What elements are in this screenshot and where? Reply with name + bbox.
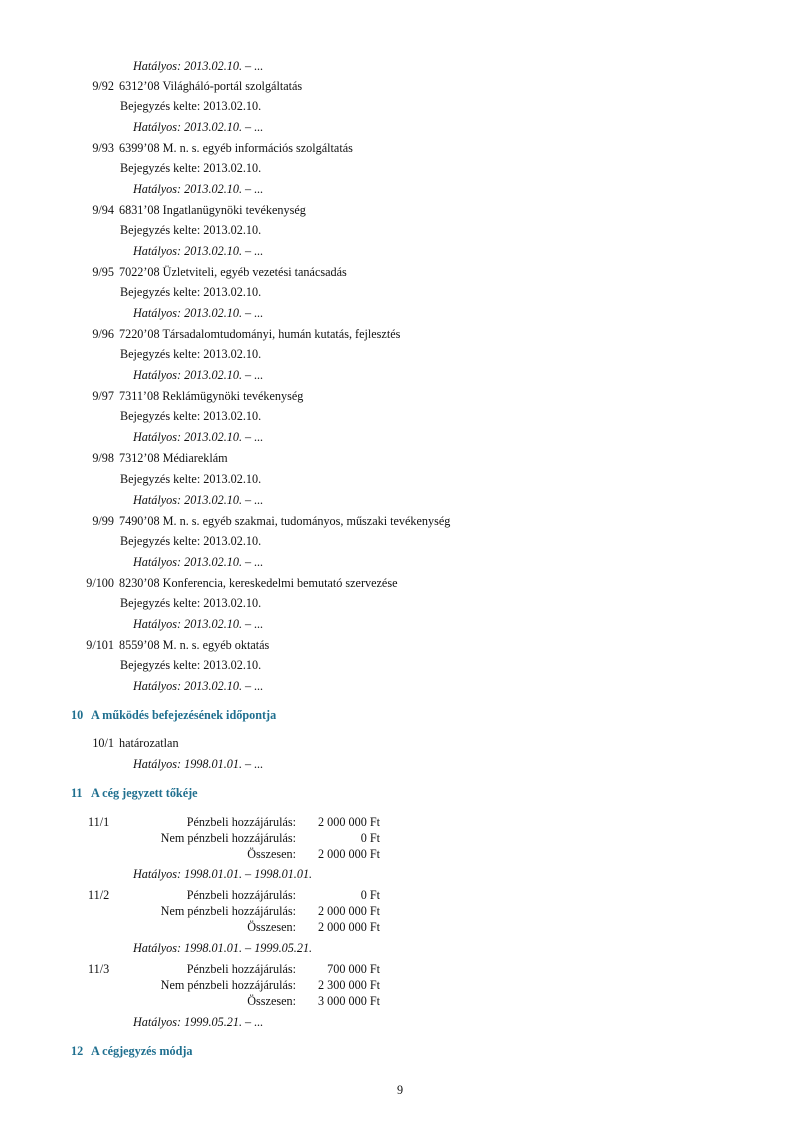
entry-text: 6831’08 Ingatlanügynöki tevékenység (119, 203, 306, 217)
entry-number: 11/2 (88, 888, 110, 902)
section-number: 12 (71, 1044, 84, 1058)
section-number: 11 (71, 786, 83, 800)
bejegyzes-kelte: Bejegyzés kelte: 2013.02.10. (120, 596, 262, 610)
entry-text: 7490’08 M. n. s. egyéb szakmai, tudományos, műszaki tevékenység (119, 514, 451, 528)
capital-value: 0 Ft (360, 888, 380, 902)
hatalyos-line: Hatályos: 1999.05.21. – ... (133, 1015, 264, 1029)
hatalyos-line: Hatályos: 2013.02.10. – ... (133, 679, 264, 693)
hatalyos-line: Hatályos: 2013.02.10. – ... (133, 430, 264, 444)
entry-text: 7312’08 Médiareklám (119, 451, 228, 465)
capital-value: 2 000 000 Ft (318, 815, 380, 829)
entry-number: 9/94 (92, 203, 114, 217)
capital-label: Nem pénzbeli hozzájárulás: (160, 904, 296, 918)
hatalyos-line: Hatályos: 2013.02.10. – ... (133, 555, 264, 569)
entry-number: 9/101 (86, 638, 114, 652)
hatalyos-line: Hatályos: 1998.01.01. – ... (133, 757, 264, 771)
hatalyos-line: Hatályos: 1998.01.01. – 1998.01.01. (133, 867, 313, 881)
hatalyos-line: Hatályos: 2013.02.10. – ... (133, 617, 264, 631)
bejegyzes-kelte: Bejegyzés kelte: 2013.02.10. (120, 223, 262, 237)
entry-text: 7311’08 Reklámügynöki tevékenység (119, 389, 304, 403)
bejegyzes-kelte: Bejegyzés kelte: 2013.02.10. (120, 534, 262, 548)
entry-number: 9/100 (86, 576, 114, 590)
bejegyzes-kelte: Bejegyzés kelte: 2013.02.10. (120, 99, 262, 113)
capital-label: Pénzbeli hozzájárulás: (186, 815, 296, 829)
capital-label: Összesen: (247, 847, 296, 861)
capital-value: 0 Ft (360, 831, 380, 845)
capital-label: Nem pénzbeli hozzájárulás: (160, 978, 296, 992)
capital-label: Pénzbeli hozzájárulás: (186, 888, 296, 902)
entry-number: 9/97 (92, 389, 114, 403)
capital-value: 2 000 000 Ft (318, 847, 380, 861)
section-heading-12 (71, 1043, 471, 1059)
hatalyos-line: Hatályos: 2013.02.10. – ... (133, 368, 264, 382)
section-title: A cégjegyzés módja (91, 1044, 193, 1058)
entry-text: 6399’08 M. n. s. egyéb információs szolgáltatás (119, 141, 353, 155)
section-heading-11 (71, 785, 471, 801)
entry-text: 6312’08 Világháló-portál szolgáltatás (119, 79, 303, 93)
entry-number: 9/96 (92, 327, 114, 341)
entry-number: 10/1 (92, 736, 114, 750)
capital-label: Összesen: (247, 920, 296, 934)
capital-value: 2 300 000 Ft (318, 978, 380, 992)
capital-value: 2 000 000 Ft (318, 904, 380, 918)
bejegyzes-kelte: Bejegyzés kelte: 2013.02.10. (120, 161, 262, 175)
hatalyos-line: Hatályos: 1998.01.01. – 1999.05.21. (133, 941, 313, 955)
capital-label: Pénzbeli hozzájárulás: (186, 962, 296, 976)
bejegyzes-kelte: Bejegyzés kelte: 2013.02.10. (120, 472, 262, 486)
entry-number: 9/98 (92, 451, 114, 465)
page-number: 9 (396, 1083, 404, 1097)
bejegyzes-kelte: Bejegyzés kelte: 2013.02.10. (120, 347, 262, 361)
entry-text: 7220’08 Társadalomtudományi, humán kutatás, fejlesztés (119, 327, 401, 341)
bejegyzes-kelte: Bejegyzés kelte: 2013.02.10. (120, 285, 262, 299)
entry-number: 9/99 (92, 514, 114, 528)
entry-number: 9/92 (92, 79, 114, 93)
entry-number: 9/93 (92, 141, 114, 155)
capital-label: Nem pénzbeli hozzájárulás: (160, 831, 296, 845)
section-number: 10 (71, 708, 84, 722)
capital-value: 3 000 000 Ft (318, 994, 380, 1008)
hatalyos-line: Hatályos: 2013.02.10. – ... (133, 244, 264, 258)
entry-number: 11/1 (88, 815, 110, 829)
section-heading-10 (71, 707, 471, 723)
entry-text: határozatlan (119, 736, 179, 750)
entry-number: 11/3 (88, 962, 110, 976)
bejegyzes-kelte: Bejegyzés kelte: 2013.02.10. (120, 409, 262, 423)
section-title: A működés befejezésének időpontja (91, 708, 277, 722)
hatalyos-line: Hatályos: 2013.02.10. – ... (133, 493, 264, 507)
entry-text: 8559’08 M. n. s. egyéb oktatás (119, 638, 270, 652)
hatalyos-line: Hatályos: 2013.02.10. – ... (133, 120, 264, 134)
capital-value: 2 000 000 Ft (318, 920, 380, 934)
hatalyos-line: Hatályos: 2013.02.10. – ... (133, 59, 264, 73)
hatalyos-line: Hatályos: 2013.02.10. – ... (133, 306, 264, 320)
hatalyos-line: Hatályos: 2013.02.10. – ... (133, 182, 264, 196)
bejegyzes-kelte: Bejegyzés kelte: 2013.02.10. (120, 658, 262, 672)
entry-text: 8230’08 Konferencia, kereskedelmi bemutató szervezése (119, 576, 398, 590)
capital-label: Összesen: (247, 994, 296, 1008)
entry-number: 9/95 (92, 265, 114, 279)
entry-text: 7022’08 Üzletviteli, egyéb vezetési tanácsadás (119, 265, 347, 279)
capital-value: 700 000 Ft (327, 962, 380, 976)
section-title: A cég jegyzett tőkéje (91, 786, 198, 800)
